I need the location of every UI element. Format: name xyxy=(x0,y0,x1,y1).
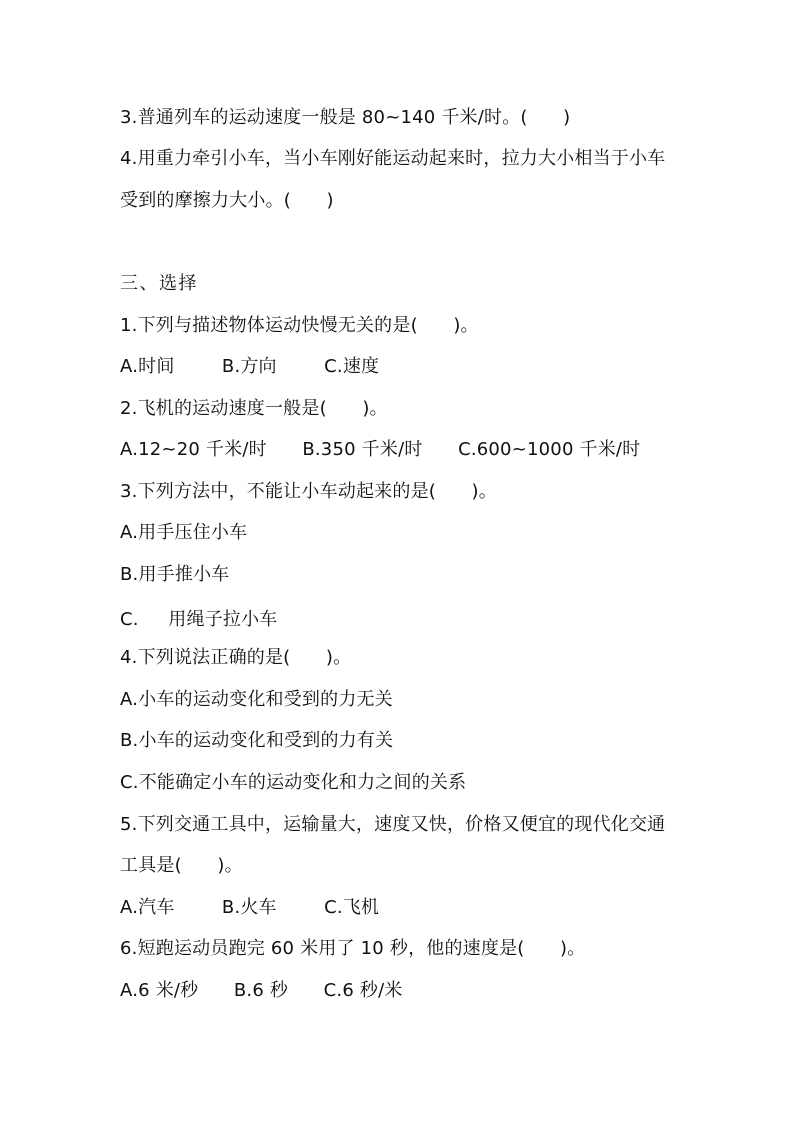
choice-question-1-stem: 1.下列与描述物体运动快慢无关的是( )。 xyxy=(120,315,479,336)
choice-question-2-stem: 2.飞机的运动速度一般是( )。 xyxy=(120,398,388,419)
choice-question-4-option-a: A.小车的运动变化和受到的力无关 xyxy=(120,689,393,710)
choice-question-3-stem: 3.下列方法中，不能让小车动起来的是( )。 xyxy=(120,481,497,502)
section-heading-choice: 三、选择 xyxy=(120,273,198,294)
choice-question-5-stem-line-2: 工具是( )。 xyxy=(120,855,243,876)
choice-question-6-options: A.6 米/秒 B.6 秒 C.6 秒/米 xyxy=(120,980,403,1001)
choice-question-3-option-c: C. 用绳子拉小车 xyxy=(120,609,278,630)
judgment-question-4-line-2: 受到的摩擦力大小。( ) xyxy=(120,190,334,211)
choice-question-3-option-a: A.用手压住小车 xyxy=(120,522,248,543)
choice-question-1-options: A.时间 B.方向 C.速度 xyxy=(120,356,380,377)
choice-question-4-option-c: C.不能确定小车的运动变化和力之间的关系 xyxy=(120,772,467,793)
choice-question-4-option-b: B.小车的运动变化和受到的力有关 xyxy=(120,730,394,751)
choice-question-3-option-b: B.用手推小车 xyxy=(120,564,230,585)
choice-question-4-stem: 4.下列说法正确的是( )。 xyxy=(120,647,352,668)
choice-question-5-stem-line-1: 5.下列交通工具中，运输量大，速度又快，价格又便宜的现代化交通 xyxy=(120,814,666,835)
judgment-question-4-line-1: 4.用重力牵引小车，当小车刚好能运动起来时，拉力大小相当于小车 xyxy=(120,148,666,169)
choice-question-6-stem: 6.短跑运动员跑完 60 米用了 10 秒，他的速度是( )。 xyxy=(120,938,586,959)
judgment-question-3: 3.普通列车的运动速度一般是 80~140 千米/时。( ) xyxy=(120,107,571,128)
choice-question-2-options: A.12~20 千米/时 B.350 千米/时 C.600~1000 千米/时 xyxy=(120,439,641,460)
choice-question-5-options: A.汽车 B.火车 C.飞机 xyxy=(120,897,380,918)
